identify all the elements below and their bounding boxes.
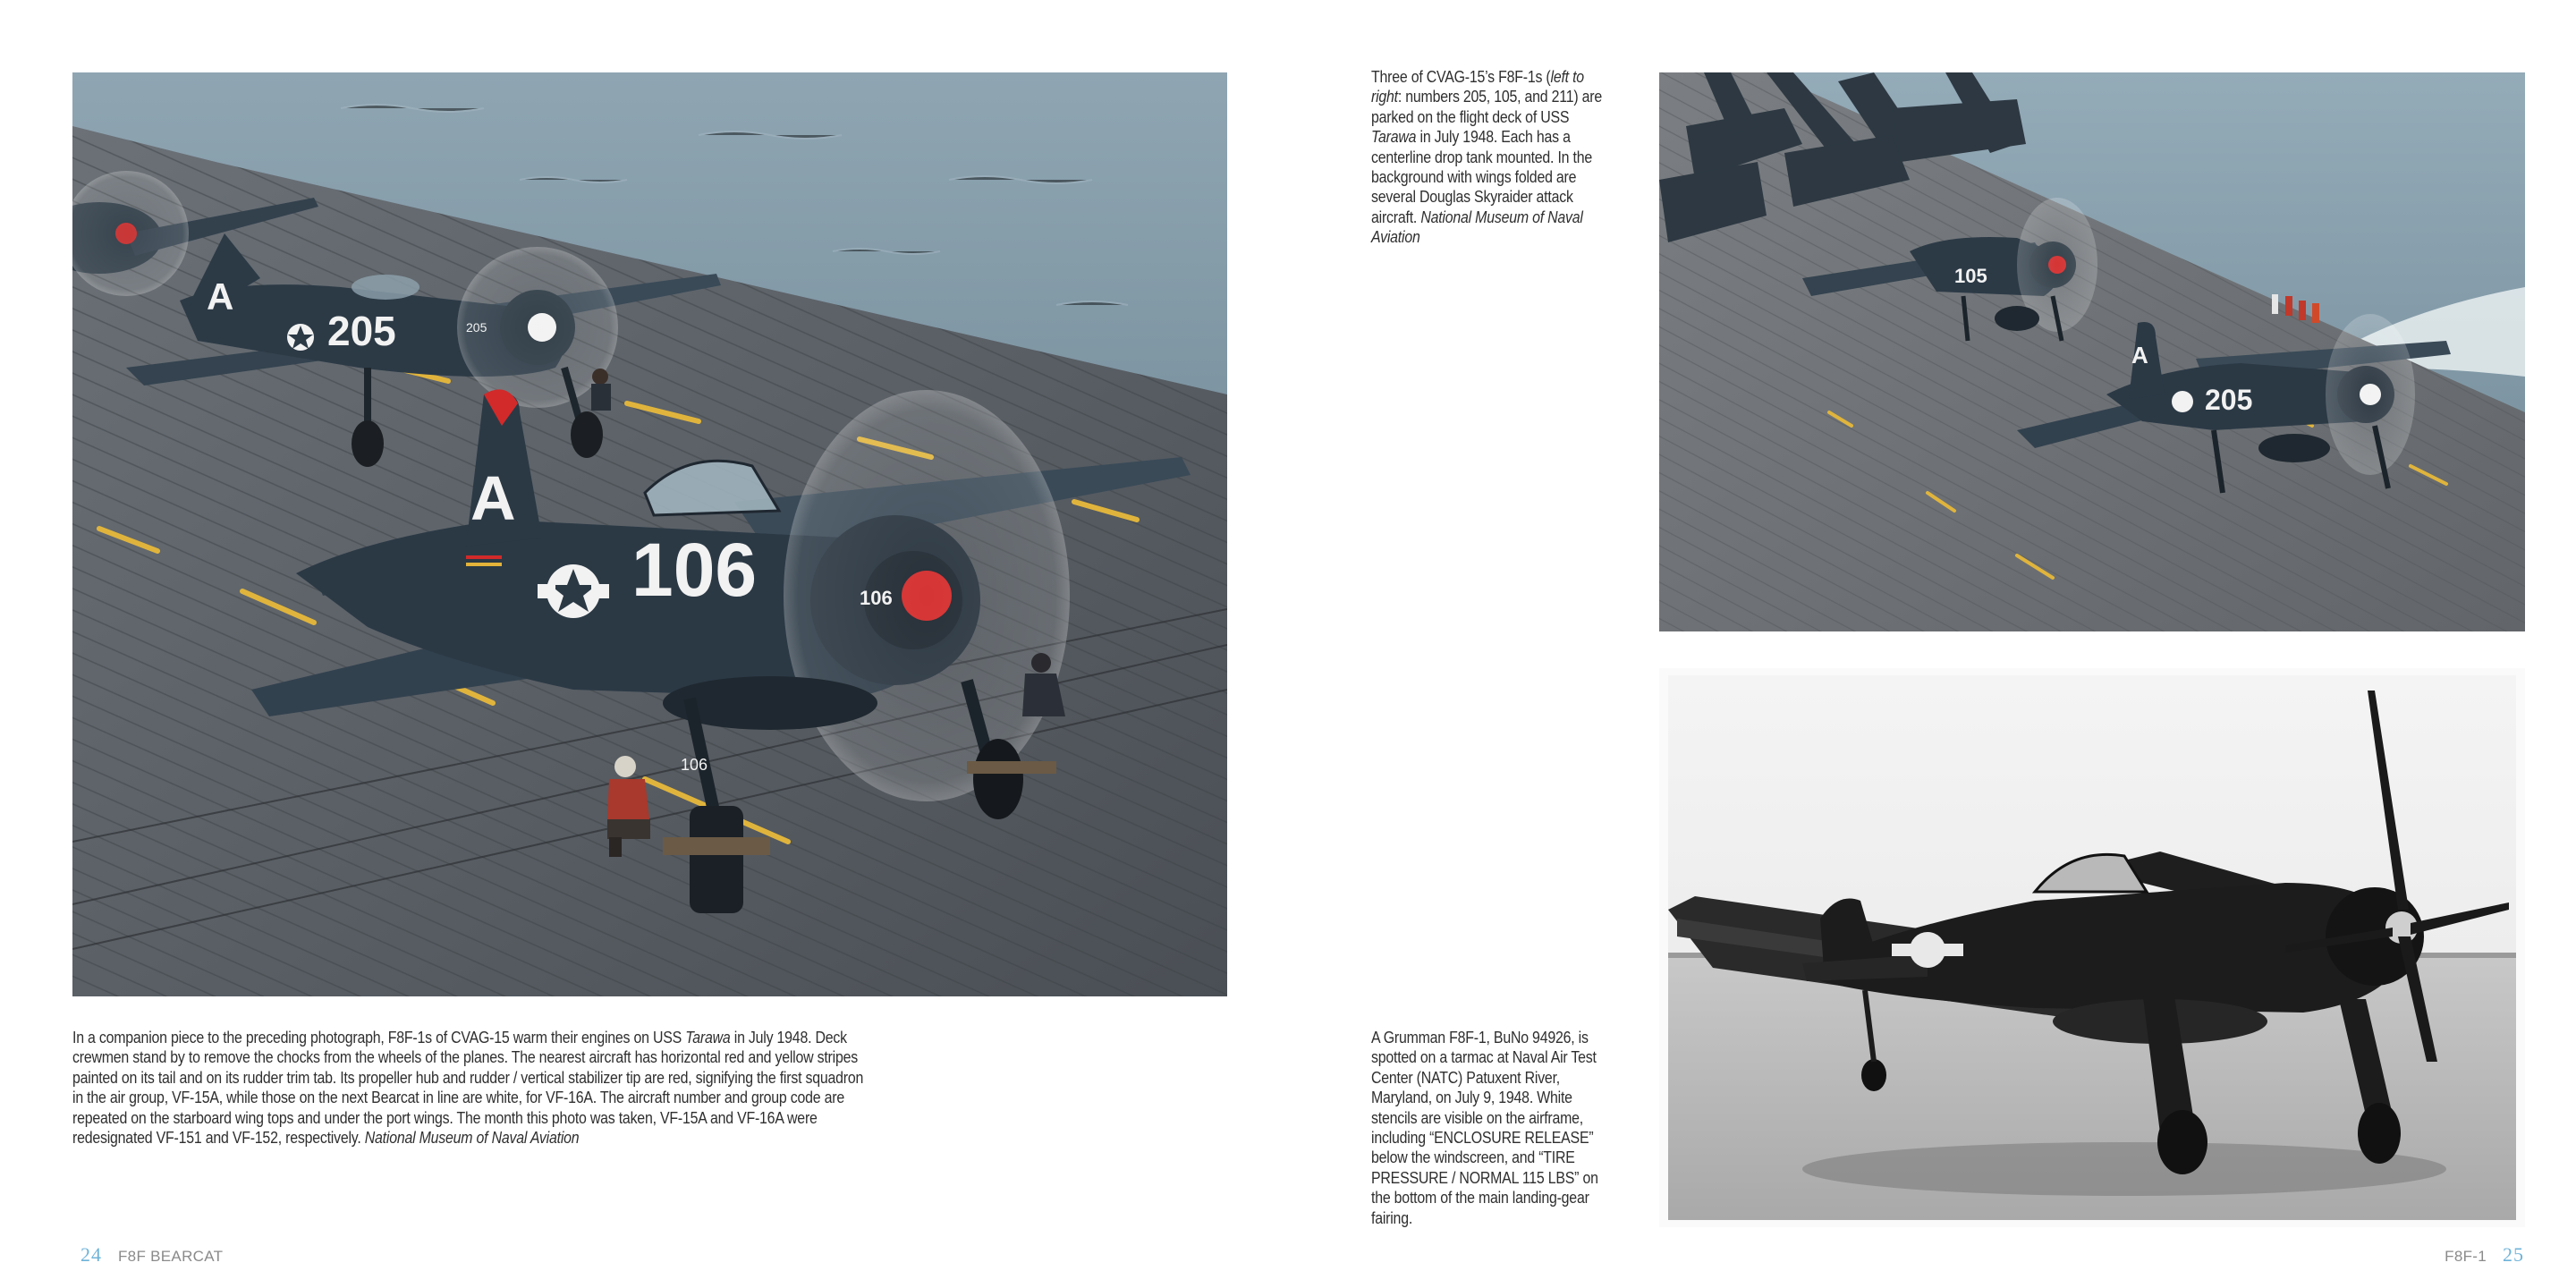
- photo-credit: National Museum of Naval Aviation: [1371, 207, 1583, 247]
- caption-emphasis: left to right: [1371, 67, 1584, 106]
- bottom-photo-illustration: [1659, 668, 2525, 1227]
- right-page-footer: [2445, 1243, 2524, 1267]
- main-photo-illustration: [72, 72, 1227, 996]
- caption-text: A Grumman F8F-1, BuNo 94926, is spotted on a tarmac at Naval Air Test Center (NATC) Patuxent River, Maryland, on July 9, 1948. White stencils are visible on the airframe, including “ENCLOSURE RELEASE” below the windscreen, and “TIRE PRESSURE / NORMAL 115 LBS” on the bottom of the main landing-gear fairing.: [1371, 1028, 1598, 1227]
- main-photo-bearcats-on-deck: [72, 72, 1227, 996]
- svg-text:A: A: [470, 463, 516, 533]
- ship-name: Tarawa: [1371, 127, 1417, 147]
- page-number: 25: [2503, 1243, 2524, 1266]
- bottom-photo-caption: [1371, 1028, 1602, 1228]
- svg-text:A: A: [207, 275, 234, 318]
- ship-name: Tarawa: [685, 1028, 731, 1046]
- svg-text:205: 205: [466, 320, 487, 335]
- svg-text:205: 205: [2205, 384, 2253, 416]
- svg-text:105: 105: [1954, 265, 1987, 287]
- caption-text: in July 1948. Each has a centerline drop tank mounted. In the background with wings folded are several Douglas Skyraider attack aircraft.: [1371, 127, 1592, 226]
- svg-text:106: 106: [860, 587, 893, 609]
- svg-text:106: 106: [681, 756, 708, 774]
- caption-text: : numbers 205, 105, and 211) are parked on the flight deck of USS: [1371, 87, 1602, 126]
- page-number: 24: [80, 1243, 102, 1266]
- svg-text:A: A: [2131, 342, 2148, 369]
- main-photo-caption: [72, 1028, 877, 1148]
- bottom-photo-f8f1-natc: [1659, 668, 2525, 1227]
- left-page-footer: [80, 1243, 223, 1267]
- running-title: F8F BEARCAT: [118, 1248, 224, 1265]
- top-photo-caption: [1371, 67, 1602, 248]
- running-title: F8F-1: [2445, 1248, 2487, 1265]
- top-photo-three-bearcats: [1659, 72, 2525, 631]
- caption-text: In a companion piece to the preceding photograph, F8F-1s of CVAG-15 warm their engines on USS: [72, 1028, 686, 1046]
- caption-text: Three of CVAG-15’s F8F-1s (: [1371, 67, 1551, 86]
- svg-text:205: 205: [327, 308, 396, 354]
- top-photo-illustration: [1659, 72, 2525, 631]
- photo-credit: National Museum of Naval Aviation: [364, 1128, 580, 1148]
- svg-text:106: 106: [631, 528, 758, 612]
- caption-text: in July 1948. Deck crewmen stand by to remove the chocks from the wheels of the planes. The nearest aircraft has horizontal red and yellow stripes painted on its tail and on its rudder trim tab. Its propeller hub and rudder / vertical stabilizer tip are red, signifying the first squadron in the air group, VF-15A, while those on the next Bearcat in line are white, for VF-16A. The aircraft number and group code are repeated on the starboard wing tops and under the port wings. The month this photo was taken, VF-15A and VF-16A were redesignated VF-151 and VF-152, respectively.: [72, 1028, 864, 1148]
